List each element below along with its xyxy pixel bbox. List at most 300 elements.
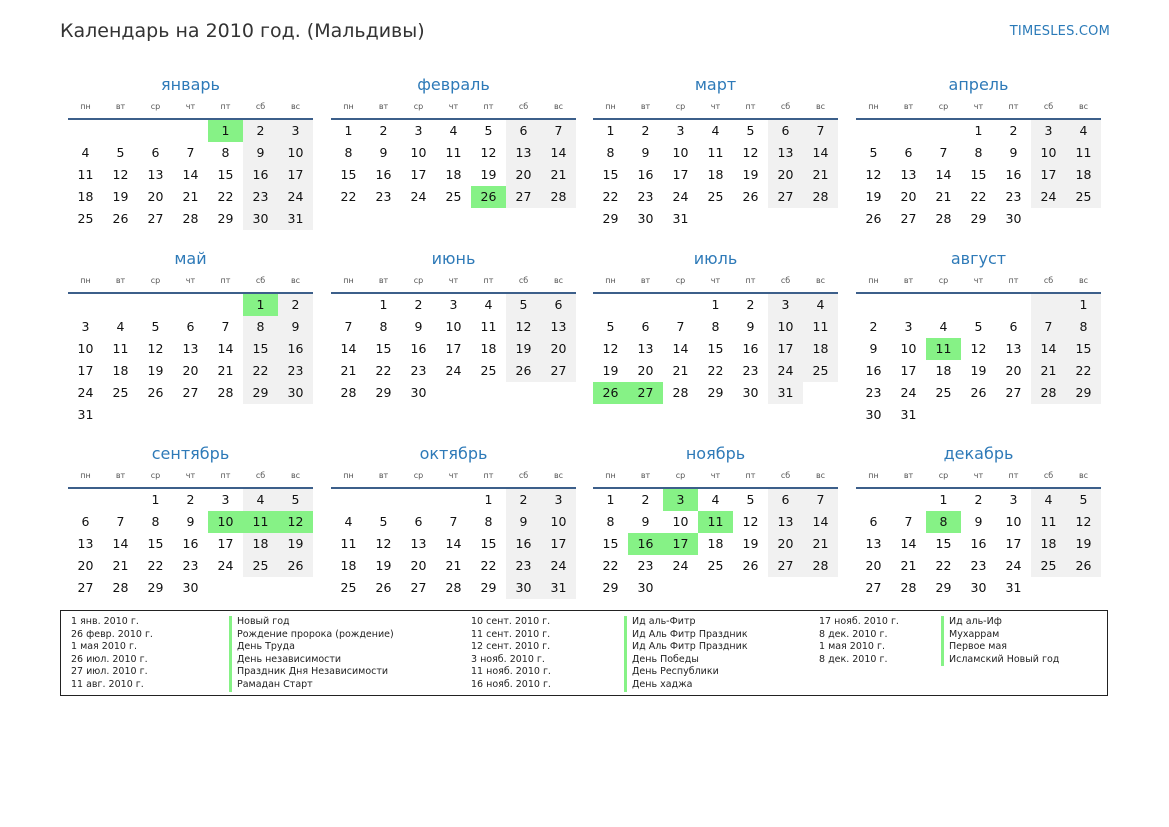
empty-cell xyxy=(733,577,768,599)
day-cell: 30 xyxy=(970,580,987,595)
day-cell: 20 xyxy=(541,338,576,360)
legend-holiday-name: День Республики xyxy=(624,666,748,679)
empty-cell xyxy=(593,294,628,316)
day-cell: 23 xyxy=(637,189,654,204)
day-cell: 29 xyxy=(602,211,619,226)
day-cell: 2 xyxy=(746,297,755,312)
day-cell: 21 xyxy=(900,558,917,573)
day-cell: 20 xyxy=(77,558,94,573)
day-cell: 11 xyxy=(803,316,838,338)
day-cell: 6 xyxy=(768,489,803,511)
day-cell: 22 xyxy=(480,558,497,573)
day-cell: 18 xyxy=(77,189,94,204)
legend-holiday-name: Праздник Дня Независимости xyxy=(229,666,394,679)
day-cell: 23 xyxy=(970,558,987,573)
weekday-label: вс xyxy=(290,471,301,480)
day-cell: 21 xyxy=(182,189,199,204)
day-cell: 31 xyxy=(672,211,689,226)
day-cell: 7 xyxy=(1031,316,1066,338)
month-name: декабрь xyxy=(943,444,1014,463)
legend-date: 26 июл. 2010 г. xyxy=(71,653,148,665)
weekday-label: ср xyxy=(675,102,686,111)
day-cell: 19 xyxy=(278,533,313,555)
week-row xyxy=(856,489,1101,511)
day-cell: 17 xyxy=(445,341,462,356)
empty-cell xyxy=(891,120,926,142)
day-cell: 5 xyxy=(869,145,878,160)
weekday-label: ср xyxy=(675,471,686,480)
day-cell: 11 xyxy=(707,145,724,160)
weekday-header xyxy=(68,98,313,116)
week-row xyxy=(593,316,838,338)
weekday-label: ср xyxy=(150,102,161,111)
weekday-label: пн xyxy=(605,102,616,111)
day-cell: 20 xyxy=(768,533,803,555)
week-row xyxy=(856,404,1101,426)
week-row xyxy=(68,577,313,599)
day-cell: 12 xyxy=(278,511,313,533)
day-cell: 25 xyxy=(935,385,952,400)
day-cell: 1 xyxy=(939,492,948,507)
week-row xyxy=(68,142,313,164)
legend-date: 17 нояб. 2010 г. xyxy=(819,616,899,627)
legend-holiday-name: Рамадан Старт xyxy=(229,679,394,692)
day-cell: 8 xyxy=(344,145,353,160)
month-11 xyxy=(593,443,838,599)
day-cell: 28 xyxy=(541,186,576,208)
day-cell: 21 xyxy=(541,164,576,186)
day-cell: 3 xyxy=(221,492,230,507)
day-cell: 3 xyxy=(1009,492,1018,507)
day-cell: 7 xyxy=(803,120,838,142)
day-cell: 16 xyxy=(410,341,427,356)
day-cell: 9 xyxy=(869,341,878,356)
empty-cell xyxy=(331,489,366,511)
day-cell: 8 xyxy=(1066,316,1101,338)
week-row xyxy=(68,186,313,208)
month-name: октябрь xyxy=(419,444,488,463)
day-cell: 10 xyxy=(1005,514,1022,529)
weekday-label: сб xyxy=(255,276,266,285)
day-cell: 3 xyxy=(278,120,313,142)
day-cell: 23 xyxy=(410,363,427,378)
day-cell: 7 xyxy=(904,514,913,529)
day-cell: 3 xyxy=(768,294,803,316)
day-cell: 21 xyxy=(1031,360,1066,382)
day-cell: 12 xyxy=(480,145,497,160)
week-row xyxy=(331,186,576,208)
week-row xyxy=(331,360,576,382)
day-cell: 4 xyxy=(484,297,493,312)
empty-cell xyxy=(996,294,1031,316)
legend-date: 8 дек. 2010 г. xyxy=(819,653,888,665)
day-cell: 17 xyxy=(768,338,803,360)
day-cell: 24 xyxy=(278,186,313,208)
day-cell: 31 xyxy=(77,407,94,422)
day-cell: 5 xyxy=(151,319,160,334)
empty-cell xyxy=(961,294,996,316)
day-cell: 11 xyxy=(243,511,278,533)
weekday-label: ср xyxy=(938,102,949,111)
day-cell: 25 xyxy=(77,211,94,226)
weekday-label: вт xyxy=(378,102,389,111)
day-cell: 17 xyxy=(672,167,689,182)
day-cell: 18 xyxy=(1031,533,1066,555)
day-cell: 31 xyxy=(900,407,917,422)
day-cell: 29 xyxy=(480,580,497,595)
empty-cell xyxy=(803,577,838,599)
day-cell: 27 xyxy=(768,555,803,577)
empty-cell xyxy=(103,489,138,511)
day-cell: 17 xyxy=(410,167,427,182)
day-cell: 22 xyxy=(970,189,987,204)
day-cell: 15 xyxy=(707,341,724,356)
empty-cell xyxy=(208,404,243,426)
day-cell: 24 xyxy=(445,363,462,378)
legend-holiday-name: День хаджа xyxy=(624,679,748,692)
day-cell: 12 xyxy=(1066,511,1101,533)
month-name: май xyxy=(174,249,207,268)
day-cell: 23 xyxy=(637,558,654,573)
day-cell: 24 xyxy=(541,555,576,577)
weekday-label: сб xyxy=(518,102,529,111)
empty-cell xyxy=(541,382,576,404)
day-cell: 25 xyxy=(243,555,278,577)
weekday-label: пт xyxy=(1008,102,1019,111)
day-cell: 6 xyxy=(81,514,90,529)
legend-names-column xyxy=(941,616,1059,666)
day-cell: 13 xyxy=(1005,341,1022,356)
day-cell: 18 xyxy=(707,167,724,182)
day-cell: 19 xyxy=(742,167,759,182)
day-cell: 2 xyxy=(1009,123,1018,138)
empty-cell xyxy=(1031,208,1066,230)
weekday-label: чт xyxy=(710,276,721,285)
weekday-header xyxy=(593,272,838,290)
day-cell: 2 xyxy=(641,492,650,507)
day-cell: 16 xyxy=(243,164,278,186)
day-cell: 8 xyxy=(484,514,493,529)
legend-holiday-name: Первое мая xyxy=(941,641,1059,654)
empty-cell xyxy=(926,404,961,426)
day-cell: 6 xyxy=(414,514,423,529)
month-name: апрель xyxy=(948,75,1009,94)
site-link[interactable]: TIMESLES.COM xyxy=(1009,24,1110,39)
weekday-label: пн xyxy=(343,276,354,285)
weekday-label: пн xyxy=(80,102,91,111)
month-6 xyxy=(331,248,576,404)
day-cell: 21 xyxy=(803,533,838,555)
day-cell: 9 xyxy=(414,319,423,334)
weekday-label: пн xyxy=(343,471,354,480)
day-cell: 6 xyxy=(151,145,160,160)
day-cell: 20 xyxy=(1005,363,1022,378)
day-cell: 26 xyxy=(593,382,628,404)
legend-holiday-name: Ид Аль Фитр Праздник xyxy=(624,641,748,654)
day-cell: 21 xyxy=(803,164,838,186)
week-row xyxy=(856,577,1101,599)
weekday-header xyxy=(331,98,576,116)
legend-dates-column xyxy=(819,616,899,666)
weekday-label: вс xyxy=(553,471,564,480)
day-cell: 10 xyxy=(410,145,427,160)
empty-cell xyxy=(768,577,803,599)
day-cell: 24 xyxy=(900,385,917,400)
month-12 xyxy=(856,443,1101,599)
day-cell: 15 xyxy=(340,167,357,182)
empty-cell xyxy=(436,489,471,511)
week-row xyxy=(331,577,576,599)
legend-dates-column xyxy=(471,616,551,692)
day-cell: 5 xyxy=(484,123,493,138)
day-cell: 16 xyxy=(278,338,313,360)
day-cell: 29 xyxy=(707,385,724,400)
weekday-label: сб xyxy=(518,276,529,285)
legend-date: 10 сент. 2010 г. xyxy=(471,616,551,627)
day-cell: 28 xyxy=(340,385,357,400)
day-cell: 27 xyxy=(865,580,882,595)
day-cell: 22 xyxy=(147,558,164,573)
day-cell: 9 xyxy=(243,142,278,164)
day-cell: 6 xyxy=(768,120,803,142)
weekday-label: пн xyxy=(343,102,354,111)
day-cell: 29 xyxy=(243,382,278,404)
day-cell: 18 xyxy=(480,341,497,356)
empty-cell xyxy=(768,208,803,230)
weekday-label: сб xyxy=(1043,276,1054,285)
day-cell: 22 xyxy=(217,189,234,204)
week-row xyxy=(593,186,838,208)
legend-holiday-name: Рождение пророка (рождение) xyxy=(229,629,394,642)
week-row xyxy=(68,120,313,142)
day-cell: 21 xyxy=(935,189,952,204)
day-cell: 27 xyxy=(1005,385,1022,400)
day-cell: 17 xyxy=(217,536,234,551)
day-cell: 13 xyxy=(541,316,576,338)
empty-cell xyxy=(926,294,961,316)
week-row xyxy=(856,142,1101,164)
day-cell: 27 xyxy=(182,385,199,400)
day-cell: 6 xyxy=(541,294,576,316)
day-cell: 24 xyxy=(77,385,94,400)
day-cell: 24 xyxy=(1031,186,1066,208)
weekday-label: чт xyxy=(448,471,459,480)
empty-cell xyxy=(436,382,471,404)
day-cell: 10 xyxy=(768,316,803,338)
day-cell: 3 xyxy=(449,297,458,312)
day-cell: 19 xyxy=(147,363,164,378)
legend-names-column xyxy=(624,616,748,692)
day-cell: 4 xyxy=(711,492,720,507)
day-cell: 9 xyxy=(506,511,541,533)
empty-cell xyxy=(698,208,733,230)
day-cell: 1 xyxy=(606,492,615,507)
weekday-header xyxy=(856,272,1101,290)
day-cell: 6 xyxy=(506,120,541,142)
empty-cell xyxy=(103,294,138,316)
day-cell: 29 xyxy=(935,580,952,595)
weekday-label: вт xyxy=(640,276,651,285)
week-row xyxy=(68,338,313,360)
day-cell: 26 xyxy=(278,555,313,577)
weekday-label: вт xyxy=(640,102,651,111)
empty-cell xyxy=(1066,577,1101,599)
day-cell: 3 xyxy=(676,123,685,138)
day-cell: 20 xyxy=(637,363,654,378)
weekday-label: ср xyxy=(413,471,424,480)
day-cell: 3 xyxy=(81,319,90,334)
weekday-label: вс xyxy=(553,102,564,111)
day-cell: 16 xyxy=(742,341,759,356)
weekday-label: вт xyxy=(115,276,126,285)
month-10 xyxy=(331,443,576,599)
empty-cell xyxy=(208,577,243,599)
day-cell: 25 xyxy=(112,385,129,400)
holiday-legend xyxy=(60,610,1108,696)
day-cell: 13 xyxy=(637,341,654,356)
day-cell: 20 xyxy=(182,363,199,378)
weekday-label: ср xyxy=(413,276,424,285)
empty-cell xyxy=(506,382,541,404)
day-cell: 21 xyxy=(672,363,689,378)
weekday-label: пн xyxy=(868,276,879,285)
day-cell: 8 xyxy=(243,316,278,338)
day-cell: 6 xyxy=(1009,319,1018,334)
day-cell: 30 xyxy=(742,385,759,400)
week-row xyxy=(68,382,313,404)
month-name: сентябрь xyxy=(151,444,230,463)
day-cell: 14 xyxy=(935,167,952,182)
day-cell: 2 xyxy=(869,319,878,334)
day-cell: 7 xyxy=(186,145,195,160)
day-cell: 13 xyxy=(768,511,803,533)
page-title: Календарь на 2010 год. (Мальдивы) xyxy=(60,20,425,42)
day-cell: 14 xyxy=(541,142,576,164)
month-7 xyxy=(593,248,838,404)
weekday-label: вс xyxy=(553,276,564,285)
legend-date: 11 нояб. 2010 г. xyxy=(471,666,551,678)
day-cell: 15 xyxy=(970,167,987,182)
day-cell: 31 xyxy=(278,208,313,230)
empty-cell xyxy=(278,404,313,426)
day-cell: 28 xyxy=(445,580,462,595)
legend-holiday-name: Новый год xyxy=(229,616,394,629)
day-cell: 7 xyxy=(449,514,458,529)
empty-cell xyxy=(1066,208,1101,230)
day-cell: 7 xyxy=(803,489,838,511)
day-cell: 25 xyxy=(803,360,838,382)
day-cell: 10 xyxy=(77,341,94,356)
day-cell: 25 xyxy=(707,189,724,204)
week-row xyxy=(331,120,576,142)
weekday-label: вт xyxy=(903,276,914,285)
day-cell: 15 xyxy=(217,167,234,182)
day-cell: 24 xyxy=(768,360,803,382)
empty-cell xyxy=(103,120,138,142)
day-cell: 1 xyxy=(711,297,720,312)
month-name: август xyxy=(950,249,1007,268)
legend-holiday-name: Ид аль-Иф xyxy=(941,616,1059,629)
weekday-label: сб xyxy=(518,471,529,480)
weekday-label: вт xyxy=(903,102,914,111)
day-cell: 17 xyxy=(1005,536,1022,551)
day-cell: 28 xyxy=(112,580,129,595)
day-cell: 24 xyxy=(672,558,689,573)
week-row xyxy=(593,533,838,555)
day-cell: 4 xyxy=(449,123,458,138)
day-cell: 22 xyxy=(340,189,357,204)
weekday-label: ср xyxy=(675,276,686,285)
day-cell: 12 xyxy=(970,341,987,356)
day-cell: 17 xyxy=(77,363,94,378)
week-row xyxy=(68,555,313,577)
day-cell: 9 xyxy=(379,145,388,160)
day-cell: 31 xyxy=(1005,580,1022,595)
week-row xyxy=(331,382,576,404)
weekday-label: чт xyxy=(185,102,196,111)
day-cell: 8 xyxy=(711,319,720,334)
week-row xyxy=(593,577,838,599)
day-cell: 14 xyxy=(803,142,838,164)
day-cell: 1 xyxy=(208,120,243,142)
day-cell: 10 xyxy=(445,319,462,334)
weekday-label: пн xyxy=(605,471,616,480)
week-row xyxy=(593,164,838,186)
day-cell: 9 xyxy=(1009,145,1018,160)
day-cell: 12 xyxy=(375,536,392,551)
day-cell: 27 xyxy=(506,186,541,208)
empty-cell xyxy=(926,120,961,142)
empty-cell xyxy=(68,489,103,511)
week-row xyxy=(856,294,1101,316)
day-cell: 7 xyxy=(939,145,948,160)
day-cell: 19 xyxy=(970,363,987,378)
day-cell: 18 xyxy=(112,363,129,378)
day-cell: 16 xyxy=(970,536,987,551)
day-cell: 7 xyxy=(676,319,685,334)
day-cell: 10 xyxy=(1031,142,1066,164)
day-cell: 14 xyxy=(672,341,689,356)
day-cell: 12 xyxy=(602,341,619,356)
day-cell: 15 xyxy=(147,536,164,551)
day-cell: 28 xyxy=(900,580,917,595)
day-cell: 10 xyxy=(208,511,243,533)
weekday-label: сб xyxy=(1043,471,1054,480)
day-cell: 22 xyxy=(1066,360,1101,382)
day-cell: 24 xyxy=(1005,558,1022,573)
legend-holiday-name: Исламский Новый год xyxy=(941,654,1059,667)
day-cell: 8 xyxy=(974,145,983,160)
day-cell: 14 xyxy=(112,536,129,551)
week-row xyxy=(856,533,1101,555)
day-cell: 16 xyxy=(375,167,392,182)
day-cell: 30 xyxy=(637,580,654,595)
day-cell: 18 xyxy=(803,338,838,360)
week-row xyxy=(68,404,313,426)
day-cell: 8 xyxy=(606,145,615,160)
day-cell: 28 xyxy=(803,555,838,577)
legend-date: 27 июл. 2010 г. xyxy=(71,666,148,678)
empty-cell xyxy=(471,382,506,404)
weekday-label: вс xyxy=(1078,471,1089,480)
weekday-label: пт xyxy=(483,276,494,285)
month-name: январь xyxy=(161,75,220,94)
day-cell: 26 xyxy=(506,360,541,382)
weekday-header xyxy=(68,272,313,290)
empty-cell xyxy=(366,489,401,511)
empty-cell xyxy=(961,404,996,426)
day-cell: 1 xyxy=(974,123,983,138)
